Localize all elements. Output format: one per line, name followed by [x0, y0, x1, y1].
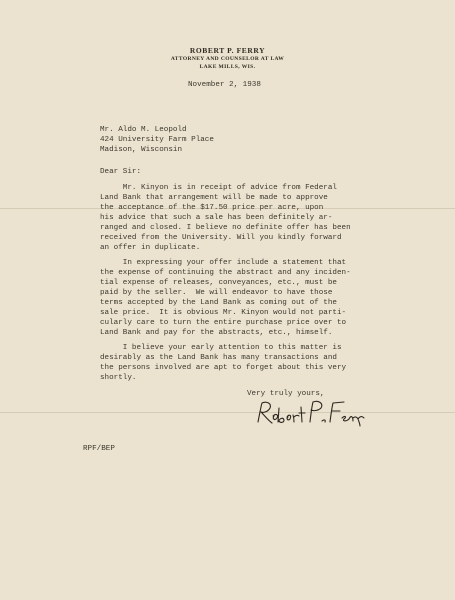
paragraph-line: the expense of continuing the abstract and any inciden-	[100, 269, 351, 277]
handwritten-signature	[254, 398, 366, 428]
recipient-city: Madison, Wisconsin	[100, 146, 183, 154]
paragraph-line: In expressing your offer include a statement that	[100, 259, 347, 267]
salutation: Dear Sir:	[100, 168, 142, 176]
paragraph-line: tial expense of releases, conveyances, etc., must be	[100, 279, 337, 287]
paragraph-line: cularly care to turn the entire purchase price over to	[100, 319, 347, 327]
paragraph-line: shortly.	[100, 374, 137, 382]
paragraph-line: paid by the seller. We will endeavor to have those	[100, 289, 333, 297]
paragraph-line: Land Bank that arrangement will be made to approve	[100, 194, 328, 202]
paragraph-1	[100, 183, 351, 253]
paragraph-line: sale price. It is obvious Mr. Kinyon would not parti-	[100, 309, 347, 317]
paragraph-line: Mr. Kinyon is in receipt of advice from Federal	[100, 184, 337, 192]
recipient-street: 424 University Farm Place	[100, 136, 214, 144]
letter-date: November 2, 1938	[188, 81, 261, 89]
typist-initials: RPF/BEP	[83, 445, 115, 453]
paragraph-line: I believe your early attention to this matter is	[100, 344, 342, 352]
paragraph-line: received from the University. Will you kindly forward	[100, 234, 342, 242]
paragraph-line: ranged and closed. I believe no definite offer has been	[100, 224, 351, 232]
paragraph-line: an offer in duplicate.	[100, 244, 201, 252]
letterhead-name: ROBERT P. FERRY	[189, 46, 266, 55]
paragraph-line: the persons involved are apt to forget about this very	[100, 364, 347, 372]
paragraph-2	[100, 258, 351, 338]
letterhead-city: LAKE MILLS, WIS.	[199, 64, 256, 70]
paragraph-line: desirably as the Land Bank has many transactions and	[100, 354, 337, 362]
paragraph-line: terms accepted by the Land Bank as coming out of the	[100, 299, 337, 307]
paper-fold-line	[0, 412, 455, 413]
recipient-address	[100, 125, 214, 155]
letterhead-title: ATTORNEY AND COUNSELOR AT LAW	[170, 56, 285, 62]
paragraph-line: his advice that such a sale has been definitely ar-	[100, 214, 333, 222]
closing: Very truly yours,	[247, 390, 325, 398]
recipient-name: Mr. Aldo M. Leopold	[100, 126, 187, 134]
paragraph-line: Land Bank and pay for the abstracts, etc., himself.	[100, 329, 333, 337]
paragraph-line: the acceptance of the $17.50 price per acre, upon	[100, 204, 324, 212]
paragraph-3	[100, 343, 346, 383]
